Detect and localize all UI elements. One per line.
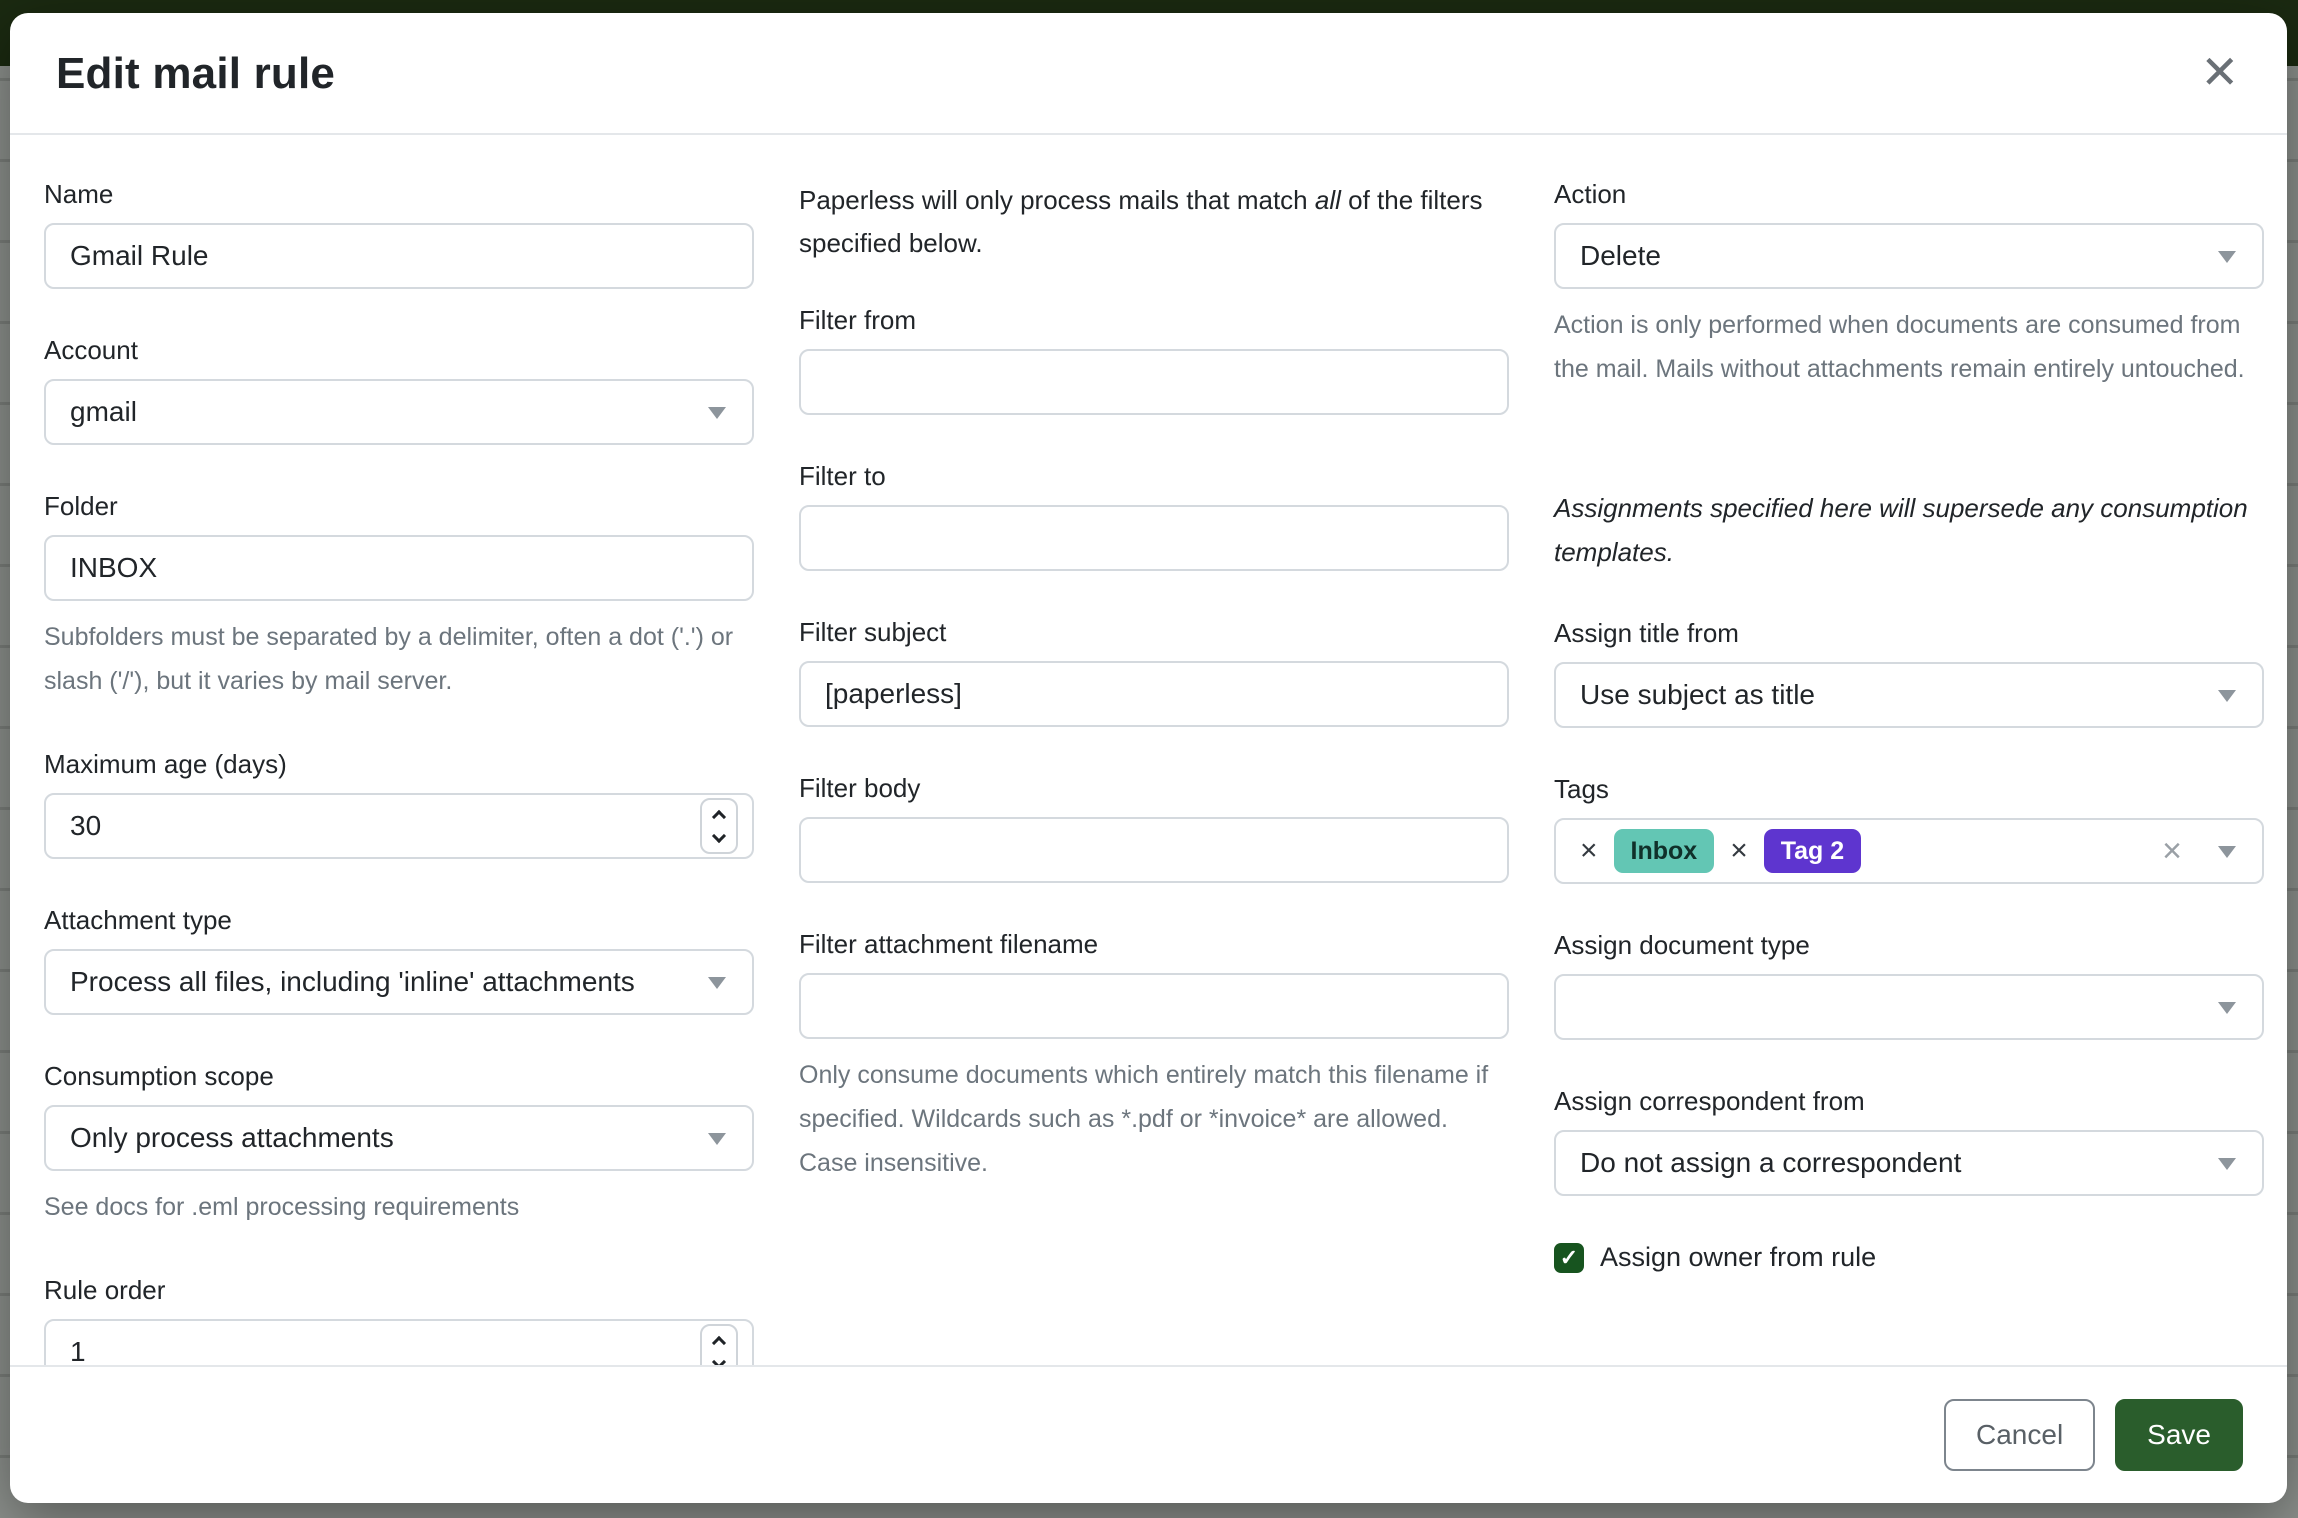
- attachment-type-select-value: Process all files, including 'inline' attachments: [70, 966, 635, 997]
- rule-order-stepper: [44, 1319, 754, 1365]
- filter-subject-group: [799, 617, 1509, 727]
- rule-order-label: Rule order: [44, 1275, 166, 1305]
- assign-title-label: Assign title from: [1554, 618, 1739, 649]
- name-input[interactable]: [44, 223, 754, 289]
- assign-owner-label: Assign owner from rule: [1600, 1242, 1877, 1273]
- filter-to-label: Filter to: [799, 461, 886, 492]
- account-select[interactable]: [44, 379, 754, 445]
- max-age-group: [44, 749, 754, 859]
- assign-document-type-group: [1554, 930, 2264, 1040]
- filter-from-label: Filter from: [799, 305, 916, 336]
- close-icon[interactable]: ✕: [2194, 43, 2245, 101]
- consumption-scope-help-text: See docs for .eml processing requirements: [44, 1193, 520, 1221]
- consumption-scope-select[interactable]: [44, 1105, 754, 1171]
- folder-help-text: Subfolders must be separated by a delimiter, often a dot ('.') or slash ('/'), but it varies by mail server.: [44, 623, 734, 695]
- assign-title-select[interactable]: [1554, 662, 2264, 728]
- action-select[interactable]: [1554, 223, 2264, 289]
- max-age-stepper: [44, 793, 754, 859]
- folder-label: Folder: [44, 491, 118, 521]
- check-icon: ✓: [1559, 1244, 1579, 1270]
- number-spinner[interactable]: [700, 798, 738, 854]
- tags-label: Tags: [1554, 774, 1609, 805]
- folder-input[interactable]: [44, 535, 754, 601]
- filter-subject-input[interactable]: [799, 661, 1509, 727]
- filter-body-input[interactable]: [799, 817, 1509, 883]
- tags-group: [1554, 774, 2264, 884]
- chevron-down-icon: [708, 977, 726, 989]
- filter-from-input[interactable]: [799, 349, 1509, 415]
- clear-tags-icon[interactable]: ×: [2162, 832, 2182, 871]
- dialog-footer: [10, 1365, 2287, 1503]
- chevron-down-icon: [2218, 1158, 2236, 1170]
- max-age-input[interactable]: [70, 810, 682, 842]
- remove-tag-icon[interactable]: ×: [1580, 834, 1598, 868]
- edit-mail-rule-dialog: [10, 13, 2287, 1503]
- assign-title-select-value: Use subject as title: [1580, 679, 1815, 711]
- spinner-up-icon[interactable]: [712, 809, 726, 823]
- name-group: [44, 179, 754, 289]
- action-label: Action: [1554, 179, 1627, 209]
- assign-document-type-label: Assign document type: [1554, 930, 1810, 961]
- assign-title-group: [1554, 618, 2264, 728]
- assign-owner-checkbox[interactable]: [1554, 1243, 1584, 1273]
- save-button[interactable]: Save: [2115, 1399, 2243, 1471]
- attachment-type-select[interactable]: [44, 949, 754, 1015]
- filter-attachment-filename-group: [799, 929, 1509, 1185]
- action-select-value: Delete: [1580, 240, 1661, 271]
- filter-attachment-filename-help-text: Only consume documents which entirely match this filename if specified. Wildcards such as *.pdf or *invoice* are allowed. Case insensitive.: [799, 1061, 1489, 1178]
- filter-attachment-filename-label: Filter attachment filename: [799, 929, 1099, 960]
- attachment-type-group: [44, 905, 754, 1015]
- action-group: [1554, 179, 2264, 391]
- tag-pill[interactable]: Inbox: [1614, 829, 1715, 873]
- rule-order-group: [44, 1275, 754, 1365]
- account-label: Account: [44, 335, 138, 365]
- filter-to-input[interactable]: [799, 505, 1509, 571]
- folder-group: [44, 491, 754, 703]
- dialog-header: [10, 13, 2287, 135]
- chevron-down-icon: [2218, 1002, 2236, 1014]
- assign-owner-row: [1554, 1242, 2264, 1273]
- spinner-up-icon[interactable]: [712, 1335, 726, 1349]
- account-select-value: gmail: [70, 396, 137, 427]
- name-label: Name: [44, 179, 114, 209]
- assignments-note-text: Assignments specified here will supersede any consumption templates.: [1554, 493, 2248, 567]
- column-filters: [799, 179, 1509, 1365]
- filter-subject-label: Filter subject: [799, 617, 947, 648]
- chevron-down-icon: [2218, 251, 2236, 263]
- cancel-button[interactable]: Cancel: [1944, 1399, 2095, 1471]
- dialog-title: Edit mail rule: [56, 49, 336, 98]
- chevron-down-icon: [708, 1133, 726, 1145]
- consumption-scope-label: Consumption scope: [44, 1061, 274, 1091]
- chevron-down-icon: [2218, 690, 2236, 702]
- assign-correspondent-select[interactable]: [1554, 1130, 2264, 1196]
- filter-attachment-filename-input[interactable]: [799, 973, 1509, 1039]
- consumption-scope-group: [44, 1061, 754, 1229]
- consumption-scope-select-value: Only process attachments: [70, 1122, 394, 1153]
- max-age-label: Maximum age (days): [44, 749, 287, 779]
- attachment-type-label: Attachment type: [44, 905, 232, 935]
- spinner-down-icon[interactable]: [712, 1354, 726, 1365]
- filter-to-group: [799, 461, 1509, 571]
- filter-body-label: Filter body: [799, 773, 921, 804]
- chevron-down-icon: [2218, 846, 2236, 858]
- filter-body-group: [799, 773, 1509, 883]
- column-action: [1554, 179, 2264, 1365]
- column-general: [44, 179, 754, 1365]
- action-help-text: Action is only performed when documents are consumed from the mail. Mails without attachments remain entirely untouched.: [1554, 311, 2245, 383]
- dialog-body: [10, 135, 2287, 1365]
- rule-order-input[interactable]: [70, 1336, 682, 1365]
- chevron-down-icon: [708, 407, 726, 419]
- account-group: [44, 335, 754, 445]
- remove-tag-icon[interactable]: ×: [1730, 834, 1748, 868]
- assign-correspondent-label: Assign correspondent from: [1554, 1086, 1865, 1117]
- tags-select[interactable]: [1554, 818, 2264, 884]
- filter-from-group: [799, 305, 1509, 415]
- assign-document-type-select[interactable]: [1554, 974, 2264, 1040]
- assign-correspondent-group: [1554, 1086, 2264, 1196]
- assign-correspondent-select-value: Do not assign a correspondent: [1580, 1147, 1962, 1179]
- tag-pill[interactable]: Tag 2: [1764, 829, 1861, 873]
- spinner-down-icon[interactable]: [712, 828, 726, 842]
- filters-intro-text: Paperless will only process mails that match all of the filters specified below.: [799, 185, 1483, 259]
- number-spinner[interactable]: [700, 1324, 738, 1365]
